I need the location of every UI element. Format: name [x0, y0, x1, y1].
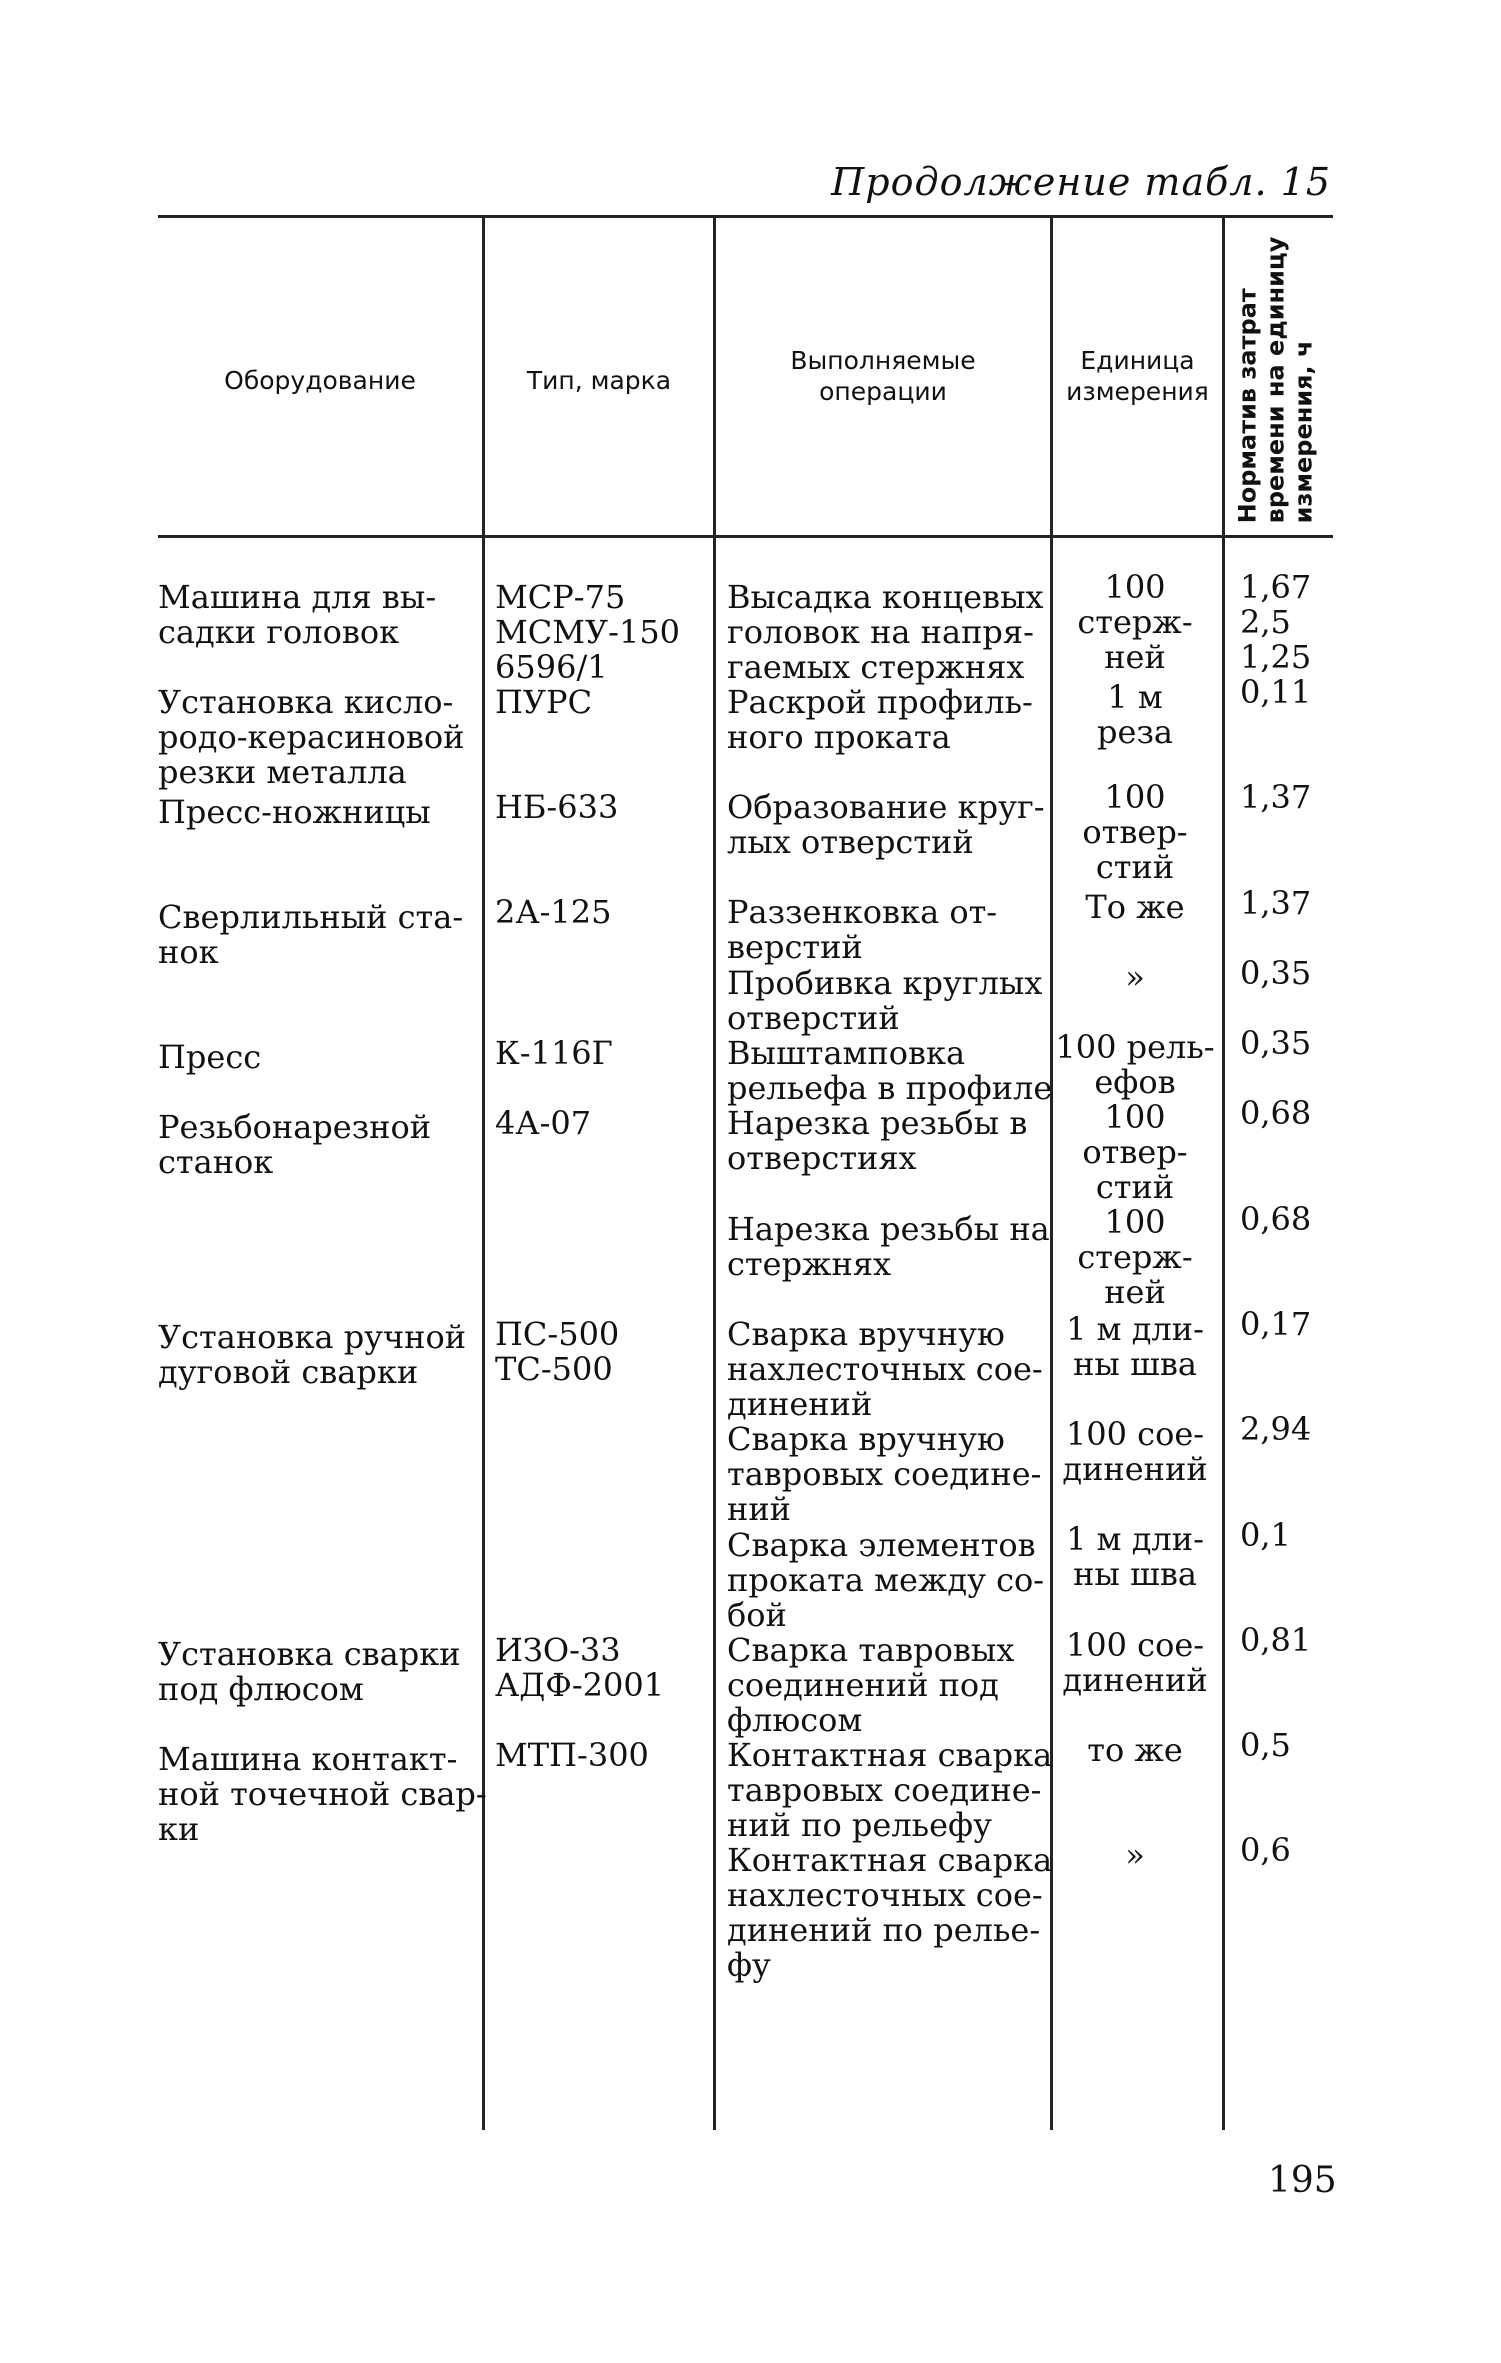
unit-cell: 100 сое- динений: [1062, 1415, 1208, 1488]
unit-cell: то же: [1087, 1731, 1183, 1769]
unit-cell: 100 стерж- ней: [1077, 1203, 1193, 1311]
header-norm-text: Норматив затрат времени на единицу измерения, ч: [1233, 236, 1318, 524]
equipment-cell: Установка сварки под флюсом: [158, 1635, 461, 1708]
column-divider-2: [713, 215, 716, 2130]
operation-cell: Сварка элементов проката между со- бой: [727, 1526, 1045, 1634]
type-cell: ИЗО-33 АДФ-2001: [495, 1631, 665, 1704]
operation-cell: Нарезка резьбы на стержнях: [727, 1210, 1050, 1283]
unit-cell: 1 м дли- ны шва: [1066, 1520, 1204, 1593]
unit-cell: 100 отвер- стий: [1082, 1098, 1188, 1206]
norm-cell: 0,68: [1240, 1200, 1312, 1238]
unit-cell: 100 рель- ефов: [1055, 1028, 1215, 1101]
unit-cell: »: [1125, 958, 1145, 996]
equipment-cell: Пресс: [158, 1038, 262, 1076]
operation-cell: Нарезка резьбы в отверстиях: [727, 1104, 1028, 1177]
norm-cell: 1,37: [1240, 778, 1312, 816]
unit-cell: 100 стерж- ней: [1077, 568, 1193, 676]
type-cell: НБ-633: [495, 788, 619, 826]
operation-cell: Сварка вручную тавровых соедине- ний: [727, 1420, 1042, 1528]
table-caption: Продолжение табл. 15: [831, 160, 1331, 204]
header-norm: [1230, 230, 1320, 530]
type-cell: 2А-125: [495, 893, 612, 931]
norm-cell: 1,37: [1240, 884, 1312, 922]
equipment-cell: Установка ручной дуговой сварки: [158, 1318, 467, 1391]
column-divider-4: [1222, 215, 1225, 2130]
equipment-cell: Резьбонарезной станок: [158, 1108, 432, 1181]
equipment-cell: Пресс-ножницы: [158, 793, 431, 831]
unit-cell: »: [1125, 1836, 1145, 1874]
operation-cell: Пробивка круглых отверстий: [727, 964, 1043, 1037]
operation-cell: Высадка концевых головок на напря- гаемых стержнях: [727, 578, 1044, 686]
norm-cell: 0,6: [1240, 1831, 1291, 1869]
type-cell: ПС-500 ТС-500: [495, 1315, 620, 1388]
operation-cell: Контактная сварка тавровых соедине- ний по рельефу: [727, 1736, 1053, 1844]
equipment-cell: Сверлильный ста- нок: [158, 898, 464, 971]
norm-cell: 0,35: [1240, 954, 1312, 992]
equipment-cell: Машина контакт- ной точечной свар- ки: [158, 1740, 487, 1848]
operation-cell: Сварка вручную нахлесточных сое- динений: [727, 1315, 1043, 1423]
operation-cell: Выштамповка рельефа в профиле: [727, 1034, 1053, 1107]
norm-cell: 0,68: [1240, 1094, 1312, 1132]
unit-cell: То же: [1085, 888, 1185, 926]
norm-cell: 0,5: [1240, 1726, 1291, 1764]
unit-cell: 100 сое- динений: [1062, 1626, 1208, 1699]
type-cell: МТП-300: [495, 1736, 649, 1774]
unit-cell: 1 м дли- ны шва: [1066, 1310, 1204, 1383]
norm-cell: 2,94: [1240, 1410, 1312, 1448]
operation-cell: Образование круг- лых отверстий: [727, 788, 1045, 861]
type-cell: МСР-75 МСМУ-150 6596/1: [495, 578, 681, 686]
norm-cell: 1,67 2,5 1,25: [1240, 568, 1312, 676]
equipment-cell: Машина для вы- садки головок: [158, 578, 437, 651]
header-equipment: Оборудование: [224, 366, 416, 395]
type-cell: К-116Г: [495, 1034, 613, 1072]
header-bottom-rule: [158, 535, 1333, 538]
unit-cell: 100 отвер- стий: [1082, 778, 1188, 886]
norm-cell: 0,17: [1240, 1305, 1312, 1343]
header-unit: Единица измерения: [1066, 346, 1209, 406]
type-cell: 4А-07: [495, 1104, 592, 1142]
type-cell: ПУРС: [495, 683, 593, 721]
table-top-rule: [158, 215, 1333, 218]
operation-cell: Контактная сварка нахлесточных сое- динений по релье- фу: [727, 1841, 1053, 1984]
operation-cell: Раззенковка от- верстий: [727, 893, 998, 966]
norm-cell: 0,81: [1240, 1621, 1312, 1659]
operation-cell: Сварка тавровых соединений под флюсом: [727, 1631, 1015, 1739]
norm-cell: 0,35: [1240, 1024, 1312, 1062]
operation-cell: Раскрой профиль- ного проката: [727, 683, 1033, 756]
header-type: Тип, марка: [526, 366, 672, 395]
equipment-cell: Установка кисло- родо-керасиновой резки металла: [158, 683, 465, 791]
norm-cell: 0,1: [1240, 1516, 1291, 1554]
unit-cell: 1 м реза: [1097, 678, 1173, 751]
header-operations: Выполняемые операции: [790, 346, 976, 406]
page-number: 195: [1268, 2160, 1337, 2201]
norm-cell: 0,11: [1240, 673, 1312, 711]
